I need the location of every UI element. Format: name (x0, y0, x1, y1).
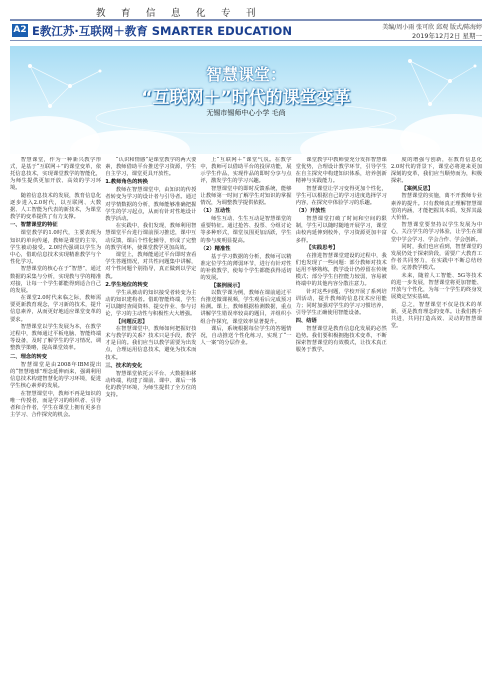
section-heading: （3）开放性 (295, 208, 326, 215)
section-heading: （1）互动性 (200, 208, 231, 215)
masthead-divider (10, 40, 482, 41)
body-paragraph: 课堂上，教师能通过平台即时查看学生答题情况，对共性问题集中讲解，对个性问题个别指导，真正做到以学定教。 (105, 252, 197, 280)
body-paragraph: 智慧课堂依托云平台、大数据和移动终端，构建了课前、课中、课后一体化的教学环境，为师生提供了全方位的支持。 (105, 370, 197, 398)
article-body (10, 157, 482, 687)
section-brand: E教江苏·互联网＋教育 SMARTER EDUCATION (32, 24, 292, 38)
text-column (105, 157, 196, 687)
text-column (391, 157, 482, 687)
subsection-heading: 【案例反思】 (401, 185, 434, 192)
body-paragraph: 智慧课堂的实施，离不开教师专业素养的提升。只有教师真正理解智慧课堂的内涵，才能把握其本质，发挥其最大价值。 (390, 193, 483, 221)
subsection-heading: 【问题反思】 (115, 318, 148, 325)
body-paragraph: 在实践中，我们发现，教师利用智慧课堂平台进行课前预习推送，课中互动反馈，课后个性化辅导，形成了完整的教学闭环，使课堂教学更加高效。 (105, 223, 197, 251)
article-title: 智慧课堂： (205, 65, 286, 84)
page-number-tag: A2 (13, 25, 27, 35)
section-heading: 2.学生地位的转变 (105, 281, 148, 288)
column-title: 教育信息化专刊 (96, 8, 272, 19)
body-paragraph: 以数学课为例，教师在课前通过平台推送微课视频，学生观看后完成预习检测。课上，教师根据检测数据，重点讲解学生错误率较高的题目，并组织小组合作探究，课堂效率显著提升。 (200, 290, 292, 325)
text-column (200, 157, 291, 687)
body-paragraph: 针对这些问题，学校开展了系列培训活动，提升教师的信息技术应用能力；同时加强对学生的学习习惯培养，引导学生正确使用智能设备。 (295, 288, 387, 316)
text-column (10, 157, 101, 687)
body-paragraph: 智慧课堂让学习变得更加个性化，学生可以根据自己的学习进度选择学习内容，在探究中体验学习的乐趣。 (295, 185, 387, 207)
body-paragraph: “认识和情感”是课堂教学的两大要素，教师借助平台推送学习资源，学生自主学习，课堂更具开放性。 (105, 157, 197, 178)
masthead-rule (10, 19, 482, 21)
body-paragraph: 度的增强与创新，在教育信息化2.0时代的背景下，课堂必将迎来更加深刻的变革，我们应当顺势而为，积极探索。 (390, 157, 483, 185)
section-heading: 三、技术的变化 (105, 362, 143, 369)
body-paragraph: 课后，系统根据每位学生的答题情况，自动推送个性化练习，实现了“一人一案”的分层作业。 (200, 326, 292, 347)
section-heading: 二、理念的转变 (10, 353, 48, 360)
hero-banner (10, 46, 482, 154)
body-paragraph: 智慧课堂以学生发展为本，在教学过程中，教师通过平板电脑、智能终端等设备，及时了解学生的学习情况，调整教学策略，提高课堂效率。 (10, 324, 102, 352)
body-paragraph: 智慧课堂打破了时间和空间的限制，学生可以随时随地开展学习，课堂由校内延伸到校外，学习资源更加丰富多样。 (295, 216, 387, 244)
body-paragraph: 总之，智慧课堂不仅是技术的革新，更是教育理念的变革。让我们携手共进，共同打造高效、灵动的智慧课堂。 (390, 301, 483, 330)
author-byline: 无锡市锡师中心小学 毛尚 (206, 109, 286, 117)
body-paragraph: 上“互联网＋”课堂气氛。在教学中，教师可以借助平台的投屏功能，展示学生作品，实现作品的即时分享与点评，激发学生的学习兴趣。 (200, 157, 292, 185)
section-heading: 1.教师角色的转换 (105, 179, 148, 186)
body-paragraph: 智慧课堂，作为一种新兴教学形式，是基于“互联网＋”的课堂变革，依托信息技术，实现课堂教学的智能化，为师生提供更加开放、高效的学习环境。 (10, 157, 102, 192)
body-paragraph: 在智慧课堂中，教师如何把握好技术与教学的关系？技术只是手段，教学才是目的。我们应当以教学需要为出发点，合理运用信息技术，避免为技术而技术。 (105, 326, 197, 361)
body-paragraph: 未来，随着人工智能、5G等技术的进一步发展，智慧课堂将更加智能、开放与个性化，为每一个学生的终身发展奠定坚实基础。 (390, 273, 483, 301)
subsection-heading: 【案例展示】 (211, 282, 243, 289)
section-heading: 一、智慧课堂的特征 (10, 222, 58, 229)
body-paragraph: 学生从被动的知识接受者转变为主动的知识建构者。借助智能终端，学生可以随时查阅资料、提交作业、参与讨论，学习的主动性与积极性大大增强。 (105, 289, 197, 317)
body-paragraph: 师生互动、生生互动是智慧课堂的重要特征。通过抢答、投票、分组讨论等多种形式，课堂氛围更加活跃，学生的参与度明显提高。 (200, 216, 292, 244)
body-paragraph: 智慧课堂是教育信息化发展的必然趋势。我们要积极拥抱技术变革，不断探索智慧课堂的有效模式，让技术真正服务于教学。 (295, 326, 387, 354)
body-paragraph: 在课堂2.0时代来临之际，教师需要更新教育观念，学习新的技术，提升信息素养，从而更好地适应课堂变革的要求。 (10, 295, 102, 323)
body-paragraph: 基于学习数据的分析，教师可以精准定位学生的薄弱环节，进行有针对性的补救教学，使每个学生都能获得适切的发展。 (200, 253, 292, 281)
body-paragraph: 智慧课堂是由2008年IBM提出的“智慧地球”理念延伸而来，强调利用信息技术构建智慧化的学习环境，促进学生核心素养的发展。 (10, 361, 102, 389)
text-column (296, 157, 387, 687)
body-paragraph: 同时，我们也应看到，智慧课堂的发展仍处于探索阶段，需要广大教育工作者共同努力，在实践中不断总结经验，完善教学模式。 (390, 244, 483, 272)
body-paragraph: 随着信息技术的发展，教育信息化逐步进入2.0时代，以互联网、大数据、人工智能为代表的新技术，为课堂教学的变革提供了有力支撑。 (10, 192, 102, 221)
body-paragraph: 智慧课堂的核心在于“智慧”，通过数据的采集与分析，实现教与学的精准对接，让每一个学生都能得到适合自己的发展。 (10, 266, 102, 294)
body-paragraph: 教师在智慧课堂中，由知识的传授者转变为学习的设计者与引导者。通过对学情数据的分析，教师能够准确把握学生的学习起点，从而有针对性地设计教学活动。 (105, 187, 197, 222)
subsection-heading: 【实践思考】 (306, 245, 338, 252)
masthead (0, 0, 492, 40)
body-paragraph: 在智慧课堂中，教师不再是知识的唯一传授者，而是学习的组织者、引导者和合作者，学生在课堂上拥有更多自主学习、合作探究的机会。 (10, 390, 102, 418)
section-heading: （2）精准性 (200, 245, 231, 252)
editors-credit: 美编/周小雨 张可欣 邱观 版式/陈海婷 (382, 24, 482, 31)
article-subtitle: “互联网＋”时代的课堂变革 (141, 88, 351, 108)
section-heading: 四、结语 (295, 318, 317, 325)
body-paragraph: 课堂教学中教师要充分发挥智慧课堂优势，合理设计教学环节，引导学生在自主探究中构建知识体系，培养创新精神与实践能力。 (295, 157, 387, 185)
body-paragraph: 智慧课堂中的即时反馈系统，能够让教师第一时间了解学生对知识的掌握情况，为调整教学提供依据。 (200, 185, 292, 207)
body-paragraph: 在推进智慧课堂建设的过程中，我们也发现了一些问题：部分教师对技术运用不够熟练，教学设计仍停留在传统模式；部分学生自控能力较弱，容易被终端中的其他内容分散注意力。 (295, 252, 387, 288)
dateline: 2019年12月2日 星期一 (411, 32, 482, 40)
body-paragraph: 智慧课堂要坚持以学生发展为中心，关注学生的学习体验，让学生在课堂中学会学习、学会合作、学会创新。 (390, 222, 483, 243)
body-paragraph: 课堂教学的1.0时代，主要表现为知识的单向传递，教师是课堂的主宰，学生被动接受。2.0时代强调以学生为中心，借助信息技术实现精准教学与个性化学习。 (10, 230, 102, 265)
